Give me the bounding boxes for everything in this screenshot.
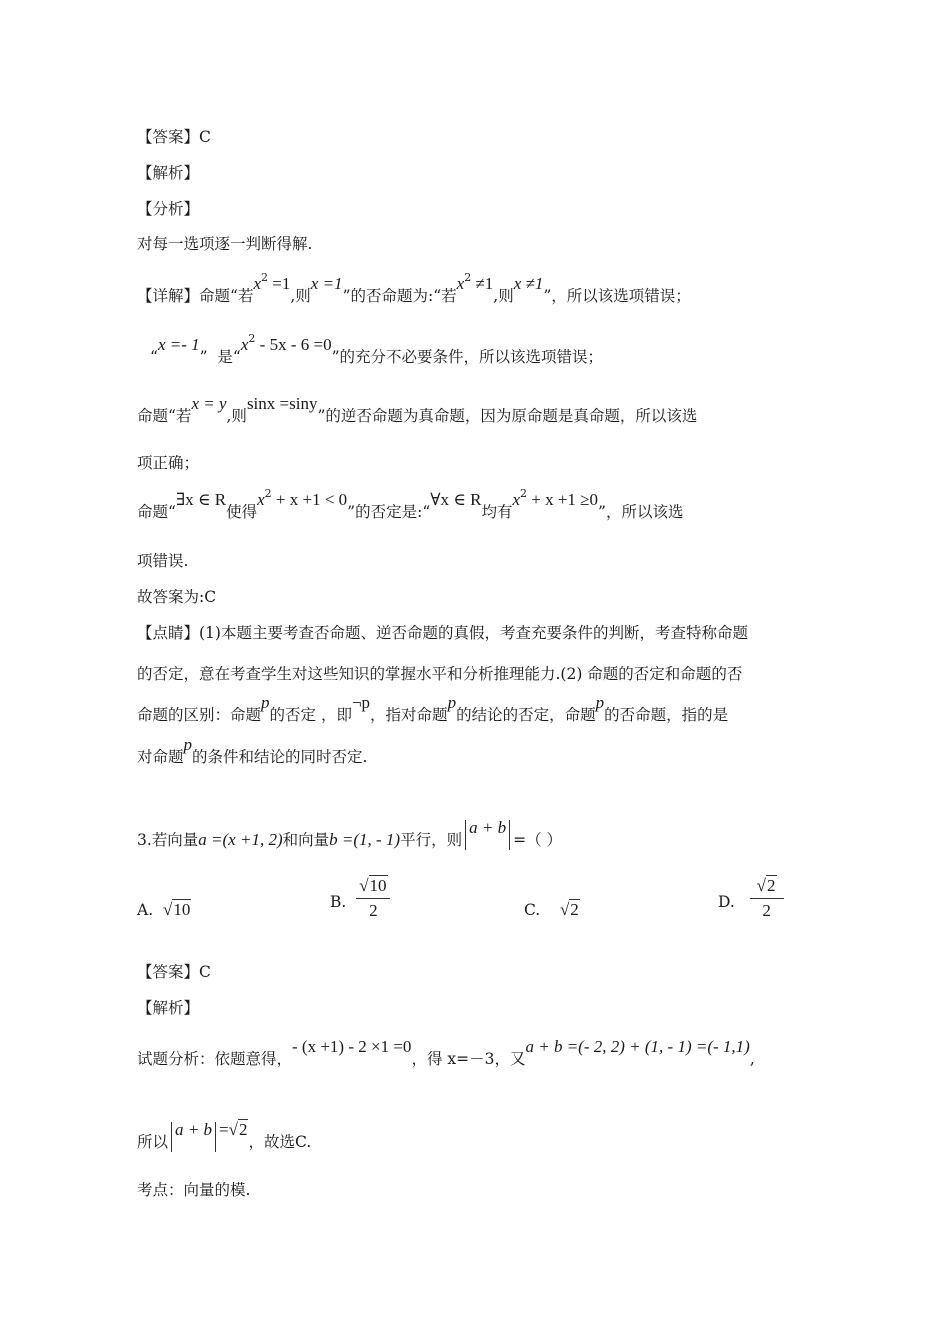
q2-detail-line-1: 【详解】命题“若$x^2 =1$,则x =1”的否命题为:“若$x^2 \ne 1$,则x ≠1”，所以该选项错误； bbox=[137, 271, 691, 305]
q2-fenxi-label: 【分析】 bbox=[137, 200, 200, 218]
option-d[interactable]: D. $\frac{√2}{2}$ bbox=[718, 876, 784, 921]
q2-analysis-label: 【解析】 bbox=[137, 164, 200, 182]
q3-stem: 3.若向量a =(x +1, 2)和向量b =(1, - 1)平行，则a + b=（ ） bbox=[137, 818, 563, 849]
option-a[interactable]: A. √10 bbox=[137, 900, 191, 919]
q3-solution-line-1: 试题分析：依题意得，- (x +1) - 2 ×1 =0，得 x=－3，又a + b =(- 2, 2) + (1, - 1) =(- 1,1), bbox=[137, 1037, 755, 1068]
q2-detail-line-3b: 项正确； bbox=[137, 454, 200, 472]
q2-detail-line-4b: 项错误. bbox=[137, 552, 189, 570]
q2-final-answer: 故答案为:C bbox=[137, 588, 217, 606]
q3-answer: 【答案】C bbox=[137, 963, 211, 981]
q2-detail-line-3: 命题“若x = y,则sinx =siny”的逆否命题为真命题，因为原命题是真命题，所以该选 bbox=[137, 394, 698, 425]
q2-dianjing-line-2: 的否定，意在考查学生对这些知识的掌握水平和分析推理能力.(2) 命题的否定和命题的否 bbox=[137, 665, 743, 683]
option-b[interactable]: B. $\frac{√10}{2}$ bbox=[330, 876, 391, 921]
q2-answer: 【答案】C bbox=[137, 128, 211, 146]
q3-analysis-label: 【解析】 bbox=[137, 999, 200, 1017]
q2-dianjing-line-1: 【点睛】(1)本题主要考查否命题、逆否命题的真假，考查充要条件的判断，考查特称命题 bbox=[137, 624, 748, 642]
q2-dianjing-line-3: 命题的区别：命题p的否定 ，即¬p，指对命题p的结论的否定，命题p的否命题，指的是 bbox=[137, 693, 729, 724]
q3-kaodian: 考点：向量的模. bbox=[137, 1181, 251, 1199]
q2-fenxi-text: 对每一选项逐一判断得解. bbox=[137, 235, 313, 253]
q2-detail-line-4: 命题“∃x ∈ R使得$x^2 + x +1 < 0$”的否定是:“∀x ∈ R均有$x^2 + x +1 \ge 0$”，所以该选 bbox=[137, 487, 684, 521]
q3-solution-line-2: 所以a + b =√2，故选C. bbox=[137, 1120, 312, 1151]
option-c[interactable]: C. √2 bbox=[524, 900, 579, 919]
q2-detail-line-2: “x =- 1” 是“$x^2 - 5x - 6 =0$”的充分不必要条件，所以该选项错误； bbox=[150, 332, 604, 366]
q2-dianjing-line-4: 对命题p的条件和结论的同时否定. bbox=[137, 735, 368, 766]
